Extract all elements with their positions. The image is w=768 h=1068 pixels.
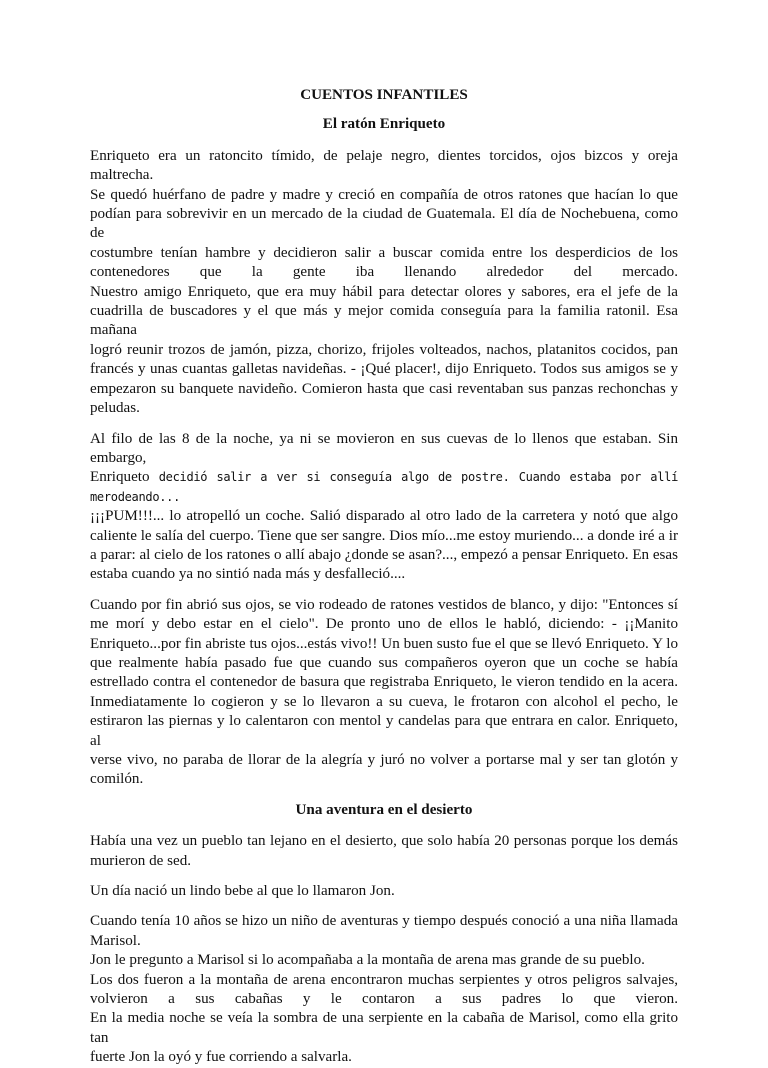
text-line: empezaron su banquete navideño. Comieron hasta que casi reventaban sus panzas rechonchas y <box>90 380 678 397</box>
text-line: cuadrilla de buscadores y el que más y mejor comida conseguía para la familia ratonil. Esa mañana <box>90 303 678 339</box>
text-line: me morí y debo estar en el cielo". De pronto uno de ellos le habló, diciendo: - ¡¡Manito <box>90 616 678 633</box>
text-line: Cuando por fin abrió sus ojos, se vio rodeado de ratones vestidos de blanco, y dijo: "Entonces sí <box>90 596 678 613</box>
text-line: podían para sobrevivir en un mercado de la ciudad de Guatemala. El día de Nochebuena, como de <box>90 206 678 242</box>
text-line: Enriqueto era un ratoncito tímido, de pelaje negro, dientes torcidos, ojos bizcos y oreja maltrecha. <box>90 147 678 184</box>
text-line: estaba cuando ya no sintió nada más y desfalleció.... <box>90 566 406 583</box>
document-page <box>90 86 678 1068</box>
text-line: Los dos fueron a la montaña de arena encontraron muchas serpientes y otros peligros salvajes, <box>90 971 678 988</box>
text-line: Cuando tenía 10 años se hizo un niño de aventuras y tiempo después conoció a una niña llamada <box>90 913 678 930</box>
text-line: logró reunir trozos de jamón, pizza, chorizo, frijoles volteados, nachos, platanitos cocidos, pan <box>90 341 678 358</box>
text-line: Había una vez un pueblo tan lejano en el desierto, que solo había 20 personas porque los demás <box>90 833 678 850</box>
text-line: peludas. <box>90 400 140 417</box>
story1-title: El ratón Enriqueto <box>322 116 446 133</box>
text-line: estiraron las piernas y lo calentaron con mentol y candelas para que entrara en calor. Enriqueto, al <box>90 713 678 749</box>
text-line: murieron de sed. <box>90 852 192 869</box>
text-line: volvieron a sus cabañas y le contaron a sus padres lo que vieron. <box>90 991 678 1008</box>
text-line: costumbre tenían hambre y decidieron salir a buscar comida entre los desperdicios de los <box>90 244 678 261</box>
text-line: contenedores que la gente iba llenando alrededor del mercado. <box>90 264 678 281</box>
text-line: estrellado contra el contenedor de basura que registraba Enriqueto, le vieron tendido en la acera. <box>90 674 678 691</box>
text-line-mixed <box>90 468 678 507</box>
document-title: CUENTOS INFANTILES <box>300 87 468 103</box>
story1-paragraph-1 <box>90 147 678 419</box>
text-line: comilón. <box>90 771 144 788</box>
text-line: que realmente había pasado fue que cuando sus compañeros oyeron que un coche se había <box>90 654 678 671</box>
text-line: Nuestro amigo Enriqueto, que era muy hábil para detectar olores y sabores, era el jefe de la <box>90 283 678 300</box>
text-line: ¡¡¡PUM!!!... lo atropelló un coche. Salió disparado al otro lado de la carretera y notó que algo <box>90 508 678 525</box>
story2-paragraph-3 <box>90 912 678 1067</box>
text-line: fuerte Jon la oyó y fue corriendo a salvarla. <box>90 1049 352 1066</box>
story1-paragraph-2 <box>90 430 678 585</box>
text-line: Inmediatamente lo cogieron y se lo llevaron a su cueva, le frotaron con alcohol el pecho, le <box>90 693 678 710</box>
text-line: Al filo de las 8 de la noche, ya ni se movieron en sus cuevas de lo llenos que estaban. Sin embargo, <box>90 430 678 466</box>
text-segment: Enriqueto <box>90 469 150 486</box>
text-line: a parar: al cielo de los ratones o allí abajo ¿donde se asan?..., empezó a pensar Enriqueto. En esas <box>90 546 679 563</box>
text-line: Un día nació un lindo bebe al que lo llamaron Jon. <box>90 883 395 900</box>
text-segment-mono: decidió salir a ver si conseguía algo de postre. Cuando estaba por allí merodeando... <box>90 470 678 504</box>
text-line: Marisol. <box>90 932 141 949</box>
story2-paragraph-2 <box>90 882 678 901</box>
story2-title: Una aventura en el desierto <box>295 801 473 818</box>
text-line: Jon le pregunto a Marisol si lo acompañaba a la montaña de arena mas grande de su pueblo. <box>90 952 645 969</box>
text-line: verse vivo, no paraba de llorar de la alegría y juró no volver a portarse mal y ser tan glotón y <box>90 752 678 768</box>
story1-paragraph-3 <box>90 596 678 790</box>
text-line: Enriqueto...por fin abriste tus ojos...estás vivo!! Un buen susto fue el que se llevó Enriqueto. Y lo <box>90 635 678 652</box>
text-line: Se quedó huérfano de padre y madre y creció en compañía de otros ratones que hacían lo que <box>90 186 678 203</box>
story2-paragraph-1 <box>90 832 678 871</box>
text-line: En la media noche se veía la sombra de una serpiente en la cabaña de Marisol, como ella grito tan <box>90 1010 678 1046</box>
text-line: francés y unas cuantas galletas navideñas. - ¡Qué placer!, dijo Enriqueto. Todos sus amigos se y <box>90 361 678 378</box>
text-line: caliente le salía del cuerpo. Tiene que ser sangre. Dios mío...me estoy muriendo... a donde iré a ir <box>90 527 678 544</box>
